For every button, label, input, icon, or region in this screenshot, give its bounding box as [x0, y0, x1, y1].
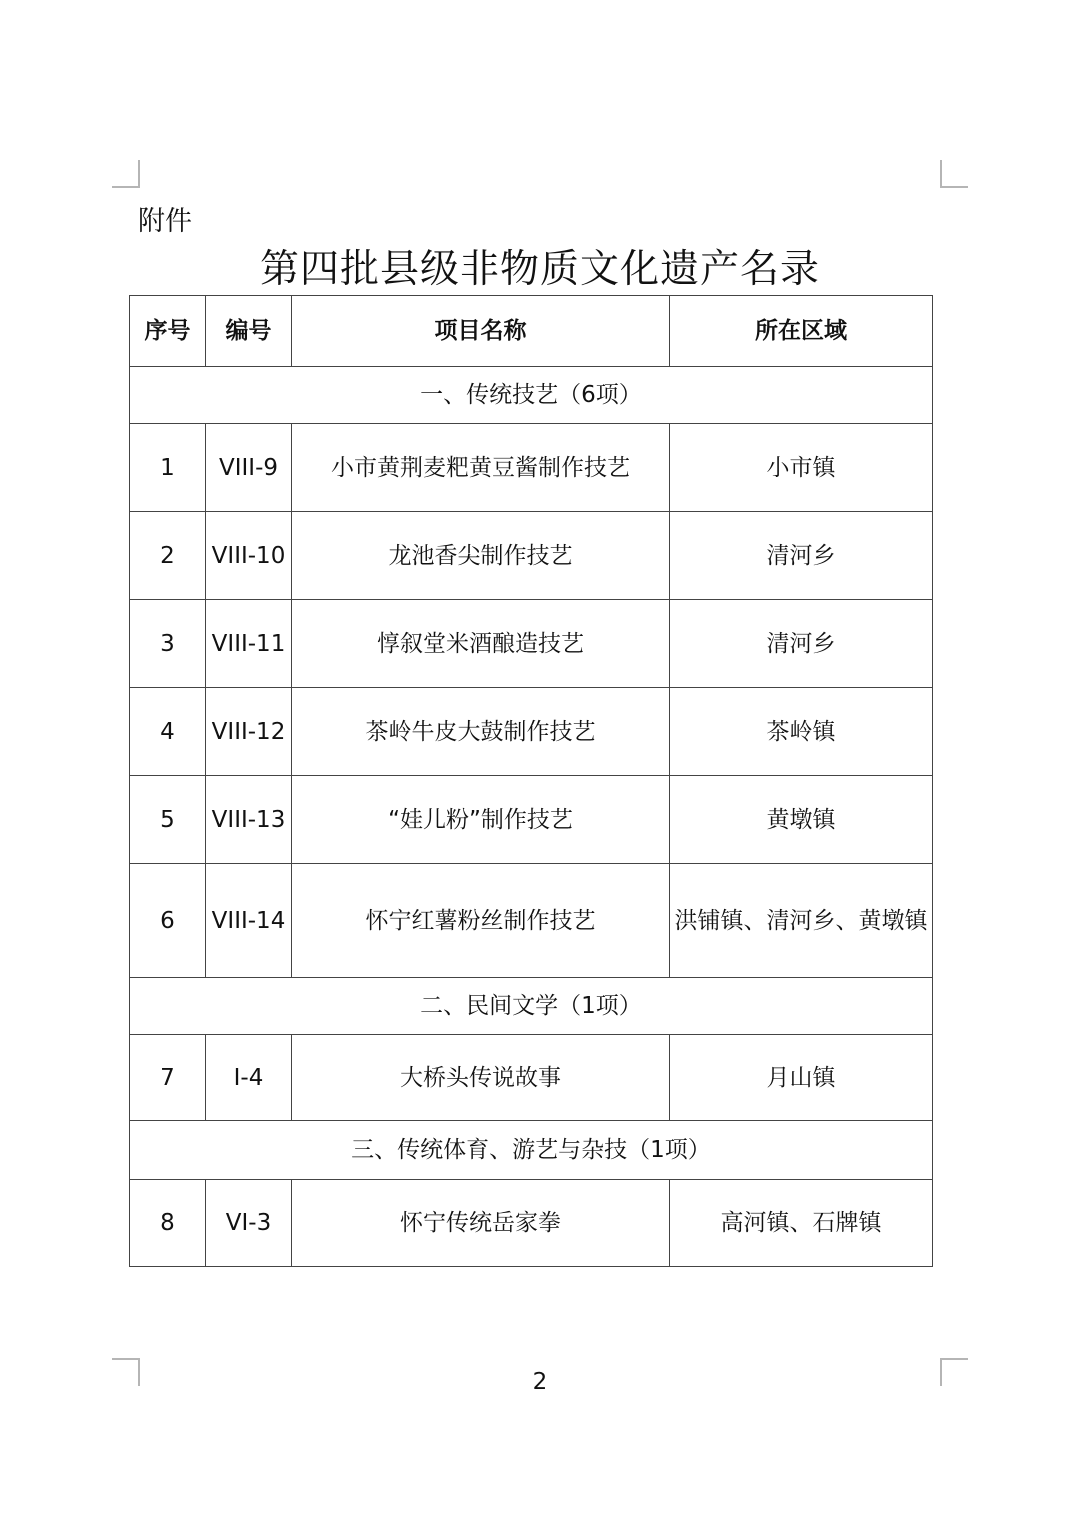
- column-header-seq: 序号: [130, 296, 206, 367]
- table-header-row: [130, 296, 933, 367]
- cell-seq: 3: [130, 600, 206, 688]
- cell-code: VIII-13: [206, 776, 292, 864]
- cell-name: 龙池香尖制作技艺: [292, 512, 670, 600]
- cell-seq: 4: [130, 688, 206, 776]
- margin-mark-top-left: [112, 160, 140, 188]
- cell-code: VI-3: [206, 1180, 292, 1267]
- cell-area: 清河乡: [670, 512, 933, 600]
- table-row: [130, 1035, 933, 1121]
- cell-code: VIII-10: [206, 512, 292, 600]
- attachment-label: 附件: [138, 206, 192, 237]
- cell-name: “娃儿粉”制作技艺: [292, 776, 670, 864]
- cell-area: 小市镇: [670, 424, 933, 512]
- cell-name: 惇叙堂米酒酿造技艺: [292, 600, 670, 688]
- cell-name: 小市黄荆麦粑黄豆酱制作技艺: [292, 424, 670, 512]
- section-row: [130, 978, 933, 1035]
- cell-seq: 8: [130, 1180, 206, 1267]
- cell-code: VIII-11: [206, 600, 292, 688]
- cell-seq: 1: [130, 424, 206, 512]
- column-header-area: 所在区域: [670, 296, 933, 367]
- cell-seq: 5: [130, 776, 206, 864]
- table-row: [130, 512, 933, 600]
- section-heading: 一、传统技艺（6项）: [130, 367, 933, 424]
- cell-seq: 6: [130, 864, 206, 978]
- heritage-list-table: [129, 295, 933, 1267]
- cell-code: VIII-12: [206, 688, 292, 776]
- cell-name: 茶岭牛皮大鼓制作技艺: [292, 688, 670, 776]
- table-row: [130, 688, 933, 776]
- cell-code: I-4: [206, 1035, 292, 1121]
- section-heading: 二、民间文学（1项）: [130, 978, 933, 1035]
- margin-mark-top-right: [940, 160, 968, 188]
- cell-area: 清河乡: [670, 600, 933, 688]
- table-row: [130, 600, 933, 688]
- cell-area: 茶岭镇: [670, 688, 933, 776]
- cell-code: VIII-9: [206, 424, 292, 512]
- table-row: [130, 864, 933, 978]
- table-row: [130, 424, 933, 512]
- cell-seq: 7: [130, 1035, 206, 1121]
- page-number: 2: [532, 1369, 548, 1395]
- column-header-name: 项目名称: [292, 296, 670, 367]
- section-row: [130, 1121, 933, 1180]
- cell-name: 大桥头传说故事: [292, 1035, 670, 1121]
- cell-area: 月山镇: [670, 1035, 933, 1121]
- table-row: [130, 776, 933, 864]
- document-title: 第四批县级非物质文化遗产名录: [259, 247, 820, 292]
- column-header-code: 编号: [206, 296, 292, 367]
- section-heading: 三、传统体育、游艺与杂技（1项）: [130, 1121, 933, 1180]
- cell-area: 高河镇、石牌镇: [670, 1180, 933, 1267]
- cell-area: 黄墩镇: [670, 776, 933, 864]
- cell-area: 洪铺镇、清河乡、黄墩镇: [670, 864, 933, 978]
- cell-seq: 2: [130, 512, 206, 600]
- cell-name: 怀宁传统岳家拳: [292, 1180, 670, 1267]
- cell-code: VIII-14: [206, 864, 292, 978]
- section-row: [130, 367, 933, 424]
- cell-name: 怀宁红薯粉丝制作技艺: [292, 864, 670, 978]
- table-row: [130, 1180, 933, 1267]
